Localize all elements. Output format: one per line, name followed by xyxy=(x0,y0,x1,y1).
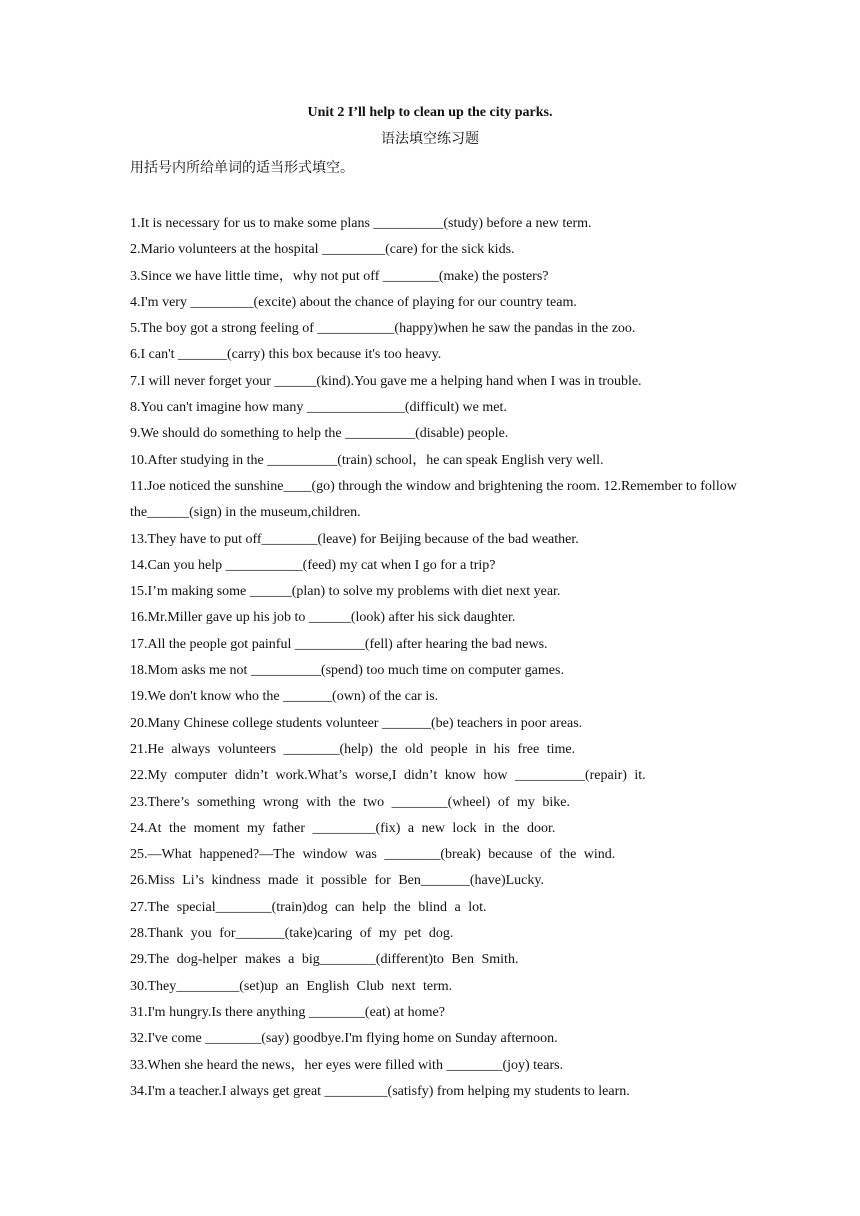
question-item: 23.There’s something wrong with the two ________(wheel) of my bike. xyxy=(130,794,570,810)
question-item: 24.At the moment my father _________(fix) a new lock in the door. xyxy=(130,820,556,836)
question-item: 25.—What happened?—The window was ________(break) because of the wind. xyxy=(130,847,616,863)
question-item: 21.He always volunteers ________(help) the old people in his free time. xyxy=(130,741,576,757)
question-list xyxy=(130,214,740,1108)
question-item: 26.Miss Li’s kindness made it possible for Ben_______(have)Lucky. xyxy=(130,873,544,889)
question-item: 8.You can't imagine how many ______________(difficult) we met. xyxy=(130,400,507,416)
question-item: 11.Joe noticed the sunshine____(go) through the window and brightening the room. 12.Remember to follow the______(sign) in the museum,children. xyxy=(130,478,737,521)
question-item: 34.I'm a teacher.I always get great _________(satisfy) from helping my students to learn. xyxy=(130,1083,630,1099)
question-item: 10.After studying in the __________(train) school，he can speak English very well. xyxy=(130,452,604,468)
question-item: 17.All the people got painful __________(fell) after hearing the bad news. xyxy=(130,636,548,652)
question-item: 22.My computer didn’t work.What’s worse,I didn’t know how __________(repair) it. xyxy=(130,768,646,784)
question-item: 5.The boy got a strong feeling of ___________(happy)when he saw the pandas in the zoo. xyxy=(130,321,636,337)
question-item: 32.I've come ________(say) goodbye.I'm flying home on Sunday afternoon. xyxy=(130,1031,558,1047)
question-item: 28.Thank you for_______(take)caring of my pet dog. xyxy=(130,926,454,942)
question-item: 7.I will never forget your ______(kind).You gave me a helping hand when I was in trouble. xyxy=(130,373,642,389)
question-item: 27.The special________(train)dog can help the blind a lot. xyxy=(130,899,487,915)
question-item: 19.We don't know who the _______(own) of the car is. xyxy=(130,689,439,705)
question-item: 29.The dog-helper makes a big________(different)to Ben Smith. xyxy=(130,952,519,968)
question-item: 16.Mr.Miller gave up his job to ______(look) after his sick daughter. xyxy=(130,610,516,626)
document-subtitle: 语法填空练习题 xyxy=(381,132,479,147)
exercise-instruction: 用括号内所给单词的适当形式填空。 xyxy=(130,161,354,176)
question-item: 13.They have to put off________(leave) for Beijing because of the bad weather. xyxy=(130,531,579,547)
question-item: 30.They_________(set)up an English Club next term. xyxy=(130,978,453,994)
question-item: 33.When she heard the news，her eyes were filled with ________(joy) tears. xyxy=(130,1057,564,1073)
question-item: 2.Mario volunteers at the hospital _________(care) for the sick kids. xyxy=(130,242,515,258)
question-item: 15.I’m making some ______(plan) to solve my problems with diet next year. xyxy=(130,584,561,600)
document-title: Unit 2 I’ll help to clean up the city parks. xyxy=(307,105,553,120)
question-item: 31.I'm hungry.Is there anything ________(eat) at home? xyxy=(130,1004,445,1020)
question-item: 9.We should do something to help the __________(disable) people. xyxy=(130,426,509,442)
question-item: 14.Can you help ___________(feed) my cat when I go for a trip? xyxy=(130,557,496,573)
question-item: 18.Mom asks me not __________(spend) too much time on computer games. xyxy=(130,663,564,679)
question-item: 20.Many Chinese college students volunteer _______(be) teachers in poor areas. xyxy=(130,715,583,731)
question-item: 3.Since we have little time，why not put off ________(make) the posters? xyxy=(130,268,549,284)
question-item: 4.I'm very _________(excite) about the chance of playing for our country team. xyxy=(130,294,577,310)
question-item: 6.I can't _______(carry) this box because it's too heavy. xyxy=(130,347,442,363)
question-item: 1.It is necessary for us to make some plans __________(study) before a new term. xyxy=(130,216,592,231)
